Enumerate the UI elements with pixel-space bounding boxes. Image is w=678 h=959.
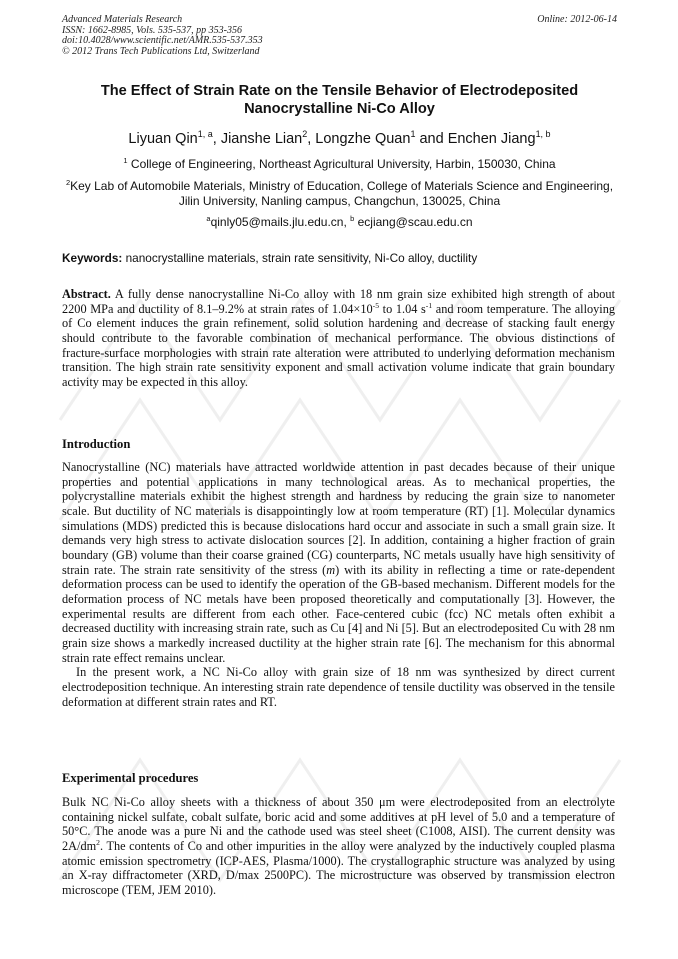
author-affiliation-mark: 1, a <box>197 129 213 140</box>
abstract-label: Abstract. <box>62 287 111 301</box>
abstract-text: to 1.04 s <box>379 301 426 316</box>
paper-title: The Effect of Strain Rate on the Tensile Behavior of Electrodeposited Nanocrystalline Ni-Co Alloy <box>100 83 579 117</box>
affiliation-2 <box>62 179 617 209</box>
author-affiliation-mark: 1, b <box>535 129 551 140</box>
paragraph-text: ) with its ability in reflecting a time or rate-dependent deformation process can be used to identify the operation of the GB-based mechanism. Different models for the deformation process of NC metals have been proposed theoretically and computationally [3]. However, the experimental results are different from each other. Face-centered cubic (fcc) NC metals often exhibit a decreased ductility with increasing strain rate, such as Cu [4] and Ni [5]. But an electrodeposited Cu with 28 nm grain size shows a markedly increased ductility at the higher strain rate [6]. The mechanism for this abnormal strain rate effect remains unclear. <box>62 562 615 665</box>
paragraph-text: Nanocrystalline (NC) materials have attracted worldwide attention in past decades because of their unique properties and potential applications in many technological areas. As to mechanical properties, the polycrystalline materials exhibit the highest strength and hardness by reducing the grain size to nanometer scale. But ductility of NC materials is disappointingly low at room temperature (RT) [1]. Molecular dynamics simulations (MDS) predicted this is because dislocations hard occur and associate in such a small grain size. It demands very high stress to activate dislocation sources [2]. In addition, containing a higher fraction of grain boundary (GB) volume than their coarse grained (CG) counterparts, NC metals usually have high sensitivity of strain rate. The strain rate sensitivity of the stress ( <box>62 460 615 577</box>
email-link[interactable]: ecjiang@scau.edu.cn <box>354 215 473 229</box>
journal-issn: ISSN: 1662-8985, Vols. 535-537, pp 353-356 <box>62 24 242 36</box>
abstract-text: A fully dense nanocrystalline Ni-Co alloy with 18 nm grain size exhibited high strength of about 2200 MPa and ductility of 8.1–9.2% at strain rates of 1.04×10 <box>62 287 615 316</box>
affiliation-mark: 1 <box>123 156 128 165</box>
author-affiliation-mark: 1 <box>410 129 416 140</box>
exponent: -1 <box>425 300 433 310</box>
affiliation-mark: 2 <box>65 178 71 187</box>
email-mark: a <box>206 214 211 223</box>
abstract-text: and room temperature. The alloying of Co element induces the grain refinement, solid solution hardening and decrease of stacking fault energy should contribute to the favorable combination of mechanical performance. The obvious distinctions of fracture-surface morphologies with strain rate alteration were attributed to underlying deformation mechanism transition. The high strain rate sensitivity exponent and small activation volume indicate that grain boundary activity may be expected in this alloy. <box>62 301 616 389</box>
author-name: Enchen Jiang <box>447 131 536 147</box>
affiliation-1 <box>62 157 617 172</box>
author-separator: and <box>415 131 448 147</box>
author-affiliation-mark: 2 <box>302 129 308 140</box>
author-list <box>62 130 617 148</box>
author-name: Liyuan Qin <box>128 131 198 147</box>
journal-copyright: © 2012 Trans Tech Publications Ltd, Switzerland <box>62 45 260 57</box>
keywords-text: nanocrystalline materials, strain rate sensitivity, Ni-Co alloy, ductility <box>122 251 478 265</box>
journal-name: Advanced Materials Research <box>62 14 183 25</box>
experimental-body <box>62 795 615 898</box>
author-name: Longzhe Quan <box>315 131 411 147</box>
online-date: Online: 2012-06-14 <box>537 14 617 25</box>
affiliation-text: Key Lab of Automobile Materials, Ministry of Education, College of Materials Science and Engineering, Jilin University, Nanling campus, Changchun, 130025, China <box>70 179 614 208</box>
author-separator: , <box>212 131 221 147</box>
introduction-paragraph-2: In the present work, a NC Ni-Co alloy with grain size of 18 nm was synthesized by direct current electrodeposition technique. An interesting strain rate dependence of tensile ductility was observed in the tensile deformation at different strain rates and RT. <box>62 665 615 709</box>
email-mark: b <box>350 214 355 223</box>
section-heading-experimental: Experimental procedures <box>62 771 199 785</box>
keywords <box>62 251 617 266</box>
introduction-body <box>62 460 615 709</box>
paragraph-text: . The contents of Co and other impurities in the alloy were analyzed by the inductively coupled plasma atomic emission spectrometry (ICP-AES, Plasma/1000). The crystallographic structure was analyzed by using an X-ray diffractometer (XRD, D/max 2500PC). The microstructure was observed by transmission electron microscope (TEM, JEM 2010). <box>62 838 615 897</box>
email-link[interactable]: qinly05@mails.jlu.edu.cn, <box>210 215 351 229</box>
keywords-label: Keywords: <box>62 251 123 265</box>
author-emails <box>62 215 617 230</box>
journal-header <box>62 15 617 57</box>
section-heading-introduction: Introduction <box>62 437 131 451</box>
abstract <box>62 287 615 390</box>
author-separator: , <box>307 131 316 147</box>
introduction-paragraph-1 <box>62 460 615 665</box>
affiliation-text: College of Engineering, Northeast Agricultural University, Harbin, 150030, China <box>127 157 556 171</box>
author-name: Jianshe Lian <box>220 131 303 147</box>
journal-doi: doi:10.4028/www.scientific.net/AMR.535-537.353 <box>62 35 263 46</box>
exponent: 2 <box>96 837 100 847</box>
symbol-m: m <box>326 562 336 577</box>
exponent: -5 <box>372 300 380 310</box>
paragraph-text: Bulk NC Ni-Co alloy sheets with a thickness of about 350 μm were electrodeposited from an electrolyte containing nickel sulfate, cobalt sulfate, boric acid and some additives at pH level of 5.0 and a temperature of 50°C. The anode was a pure Ni and the cathode used was steel sheet (C1008, AISI). The current density was 2A/dm <box>62 795 615 853</box>
